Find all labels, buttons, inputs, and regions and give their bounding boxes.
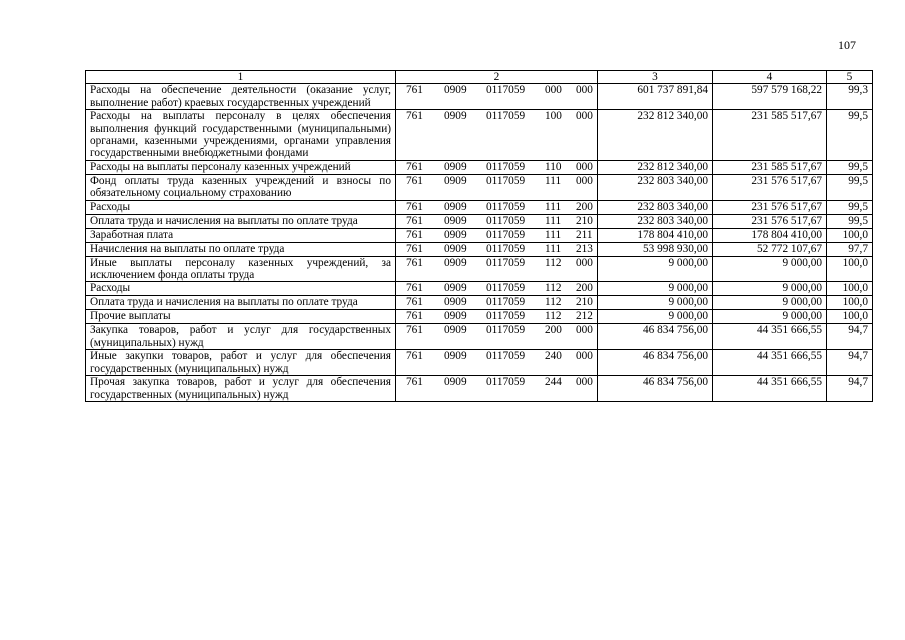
code-target: 0117059 [486, 174, 526, 187]
code-ministry: 761 [406, 214, 423, 227]
code-target: 0117059 [486, 310, 526, 323]
row-description: Расходы на выплаты персоналу казенных учреждений [86, 160, 396, 174]
row-col4-value: 231 576 517,67 [713, 174, 827, 200]
table-row [86, 376, 873, 402]
header-col-4: 4 [713, 71, 827, 84]
code-ministry: 761 [406, 160, 423, 173]
row-codes [396, 200, 598, 214]
row-description: Прочие выплаты [86, 310, 396, 324]
code-expense-type: 112 [545, 256, 562, 269]
code-section: 0909 [444, 376, 467, 389]
row-col4-value: 231 585 517,67 [713, 160, 827, 174]
table-header-row [86, 71, 873, 84]
row-col3-value: 232 812 340,00 [598, 110, 713, 161]
code-expense-type: 111 [545, 242, 562, 255]
row-col5-percent: 94,7 [827, 376, 873, 402]
code-section: 0909 [444, 256, 467, 269]
table-row [86, 324, 873, 350]
code-section: 0909 [444, 228, 467, 241]
row-col3-value: 46 834 756,00 [598, 350, 713, 376]
header-col-1: 1 [86, 71, 396, 84]
code-expense-type: 100 [545, 110, 562, 123]
row-col3-value: 232 812 340,00 [598, 160, 713, 174]
code-expense-type: 111 [545, 200, 562, 213]
header-col-5: 5 [827, 71, 873, 84]
row-col4-value: 44 351 666,55 [713, 324, 827, 350]
code-kosgu: 200 [576, 200, 593, 213]
code-kosgu: 000 [576, 160, 593, 173]
row-description: Расходы на выплаты персоналу в целях обеспечения выполнения функций государственными (муниципальными) органами, казенными учреждениями, органами управления государственными внебюджетными фондами [86, 110, 396, 161]
row-col3-value: 232 803 340,00 [598, 214, 713, 228]
code-kosgu: 000 [576, 376, 593, 389]
row-codes [396, 282, 598, 296]
page-number: 107 [838, 38, 856, 52]
row-col5-percent: 99,3 [827, 84, 873, 110]
code-kosgu: 212 [576, 310, 593, 323]
row-col3-value: 9 000,00 [598, 310, 713, 324]
row-col5-percent: 100,0 [827, 310, 873, 324]
code-expense-type: 000 [545, 84, 562, 97]
row-col5-percent: 99,5 [827, 200, 873, 214]
table-row [86, 296, 873, 310]
code-expense-type: 244 [545, 376, 562, 389]
row-col4-value: 44 351 666,55 [713, 376, 827, 402]
header-col-2: 2 [396, 71, 598, 84]
code-target: 0117059 [486, 242, 526, 255]
code-ministry: 761 [406, 350, 423, 363]
row-description: Расходы [86, 200, 396, 214]
code-target: 0117059 [486, 324, 526, 337]
row-codes [396, 324, 598, 350]
row-description: Расходы на обеспечение деятельности (оказание услуг, выполнение работ) краевых государственных учреждений [86, 84, 396, 110]
code-expense-type: 112 [545, 296, 562, 309]
code-target: 0117059 [486, 296, 526, 309]
table-row [86, 160, 873, 174]
row-description: Иные закупки товаров, работ и услуг для обеспечения государственных (муниципальных) нужд [86, 350, 396, 376]
row-col5-percent: 100,0 [827, 256, 873, 282]
row-col4-value: 231 576 517,67 [713, 200, 827, 214]
table-row [86, 282, 873, 296]
code-expense-type: 112 [545, 282, 562, 295]
code-expense-type: 111 [545, 174, 562, 187]
row-col4-value: 44 351 666,55 [713, 350, 827, 376]
table-row [86, 214, 873, 228]
code-expense-type: 200 [545, 324, 562, 337]
row-codes [396, 310, 598, 324]
code-ministry: 761 [406, 256, 423, 269]
code-section: 0909 [444, 310, 467, 323]
row-col4-value: 9 000,00 [713, 296, 827, 310]
row-col3-value: 9 000,00 [598, 256, 713, 282]
code-kosgu: 200 [576, 282, 593, 295]
row-col5-percent: 99,5 [827, 110, 873, 161]
code-kosgu: 000 [576, 324, 593, 337]
row-col4-value: 597 579 168,22 [713, 84, 827, 110]
table-row [86, 256, 873, 282]
row-description: Заработная плата [86, 228, 396, 242]
code-ministry: 761 [406, 200, 423, 213]
row-col5-percent: 100,0 [827, 282, 873, 296]
code-ministry: 761 [406, 110, 423, 123]
code-section: 0909 [444, 296, 467, 309]
row-codes [396, 256, 598, 282]
code-ministry: 761 [406, 282, 423, 295]
code-target: 0117059 [486, 84, 526, 97]
row-col5-percent: 97,7 [827, 242, 873, 256]
row-codes [396, 160, 598, 174]
row-col5-percent: 100,0 [827, 296, 873, 310]
row-description: Прочая закупка товаров, работ и услуг для обеспечения государственных (муниципальных) нужд [86, 376, 396, 402]
code-target: 0117059 [486, 228, 526, 241]
row-description: Расходы [86, 282, 396, 296]
row-col4-value: 231 576 517,67 [713, 214, 827, 228]
code-section: 0909 [444, 110, 467, 123]
code-expense-type: 111 [545, 228, 562, 241]
code-ministry: 761 [406, 84, 423, 97]
row-codes [396, 296, 598, 310]
row-col3-value: 232 803 340,00 [598, 174, 713, 200]
code-section: 0909 [444, 350, 467, 363]
code-section: 0909 [444, 324, 467, 337]
code-expense-type: 112 [545, 310, 562, 323]
code-expense-type: 110 [545, 160, 562, 173]
row-col4-value: 9 000,00 [713, 310, 827, 324]
row-description: Начисления на выплаты по оплате труда [86, 242, 396, 256]
row-col4-value: 9 000,00 [713, 256, 827, 282]
code-ministry: 761 [406, 228, 423, 241]
row-codes [396, 242, 598, 256]
row-col3-value: 46 834 756,00 [598, 376, 713, 402]
row-col3-value: 46 834 756,00 [598, 324, 713, 350]
table-row [86, 110, 873, 161]
row-col4-value: 231 585 517,67 [713, 110, 827, 161]
row-col5-percent: 100,0 [827, 228, 873, 242]
row-col3-value: 232 803 340,00 [598, 200, 713, 214]
code-target: 0117059 [486, 256, 526, 269]
row-col3-value: 53 998 930,00 [598, 242, 713, 256]
row-description: Оплата труда и начисления на выплаты по оплате труда [86, 296, 396, 310]
code-section: 0909 [444, 242, 467, 255]
code-kosgu: 213 [576, 242, 593, 255]
code-expense-type: 111 [545, 214, 562, 227]
row-codes [396, 174, 598, 200]
row-codes [396, 376, 598, 402]
code-kosgu: 000 [576, 84, 593, 97]
code-section: 0909 [444, 214, 467, 227]
code-section: 0909 [444, 84, 467, 97]
code-target: 0117059 [486, 214, 526, 227]
row-codes [396, 214, 598, 228]
row-col3-value: 9 000,00 [598, 282, 713, 296]
code-ministry: 761 [406, 296, 423, 309]
code-target: 0117059 [486, 282, 526, 295]
code-section: 0909 [444, 282, 467, 295]
table-row [86, 84, 873, 110]
row-codes [396, 228, 598, 242]
code-target: 0117059 [486, 110, 526, 123]
table-row [86, 200, 873, 214]
code-kosgu: 000 [576, 174, 593, 187]
code-section: 0909 [444, 160, 467, 173]
row-col3-value: 178 804 410,00 [598, 228, 713, 242]
row-description: Иные выплаты персоналу казенных учреждений, за исключением фонда оплаты труда [86, 256, 396, 282]
code-ministry: 761 [406, 324, 423, 337]
code-target: 0117059 [486, 200, 526, 213]
row-col3-value: 9 000,00 [598, 296, 713, 310]
code-target: 0117059 [486, 376, 526, 389]
code-ministry: 761 [406, 310, 423, 323]
code-ministry: 761 [406, 174, 423, 187]
code-kosgu: 210 [576, 214, 593, 227]
row-col5-percent: 99,5 [827, 174, 873, 200]
row-col4-value: 9 000,00 [713, 282, 827, 296]
code-section: 0909 [444, 174, 467, 187]
row-description: Закупка товаров, работ и услуг для государственных (муниципальных) нужд [86, 324, 396, 350]
code-kosgu: 211 [576, 228, 593, 241]
code-kosgu: 000 [576, 256, 593, 269]
row-col5-percent: 99,5 [827, 160, 873, 174]
code-target: 0117059 [486, 160, 526, 173]
row-col5-percent: 94,7 [827, 324, 873, 350]
code-kosgu: 000 [576, 110, 593, 123]
header-col-3: 3 [598, 71, 713, 84]
table-row [86, 228, 873, 242]
code-kosgu: 210 [576, 296, 593, 309]
budget-table [85, 70, 873, 402]
table-row [86, 310, 873, 324]
row-codes [396, 350, 598, 376]
row-col4-value: 178 804 410,00 [713, 228, 827, 242]
code-ministry: 761 [406, 376, 423, 389]
row-description: Фонд оплаты труда казенных учреждений и взносы по обязательному социальному страхованию [86, 174, 396, 200]
row-col5-percent: 99,5 [827, 214, 873, 228]
code-ministry: 761 [406, 242, 423, 255]
row-col5-percent: 94,7 [827, 350, 873, 376]
row-codes [396, 110, 598, 161]
code-expense-type: 240 [545, 350, 562, 363]
row-codes [396, 84, 598, 110]
code-target: 0117059 [486, 350, 526, 363]
table-row [86, 350, 873, 376]
table-row [86, 174, 873, 200]
code-section: 0909 [444, 200, 467, 213]
row-description: Оплата труда и начисления на выплаты по оплате труда [86, 214, 396, 228]
row-col4-value: 52 772 107,67 [713, 242, 827, 256]
table-row [86, 242, 873, 256]
code-kosgu: 000 [576, 350, 593, 363]
row-col3-value: 601 737 891,84 [598, 84, 713, 110]
